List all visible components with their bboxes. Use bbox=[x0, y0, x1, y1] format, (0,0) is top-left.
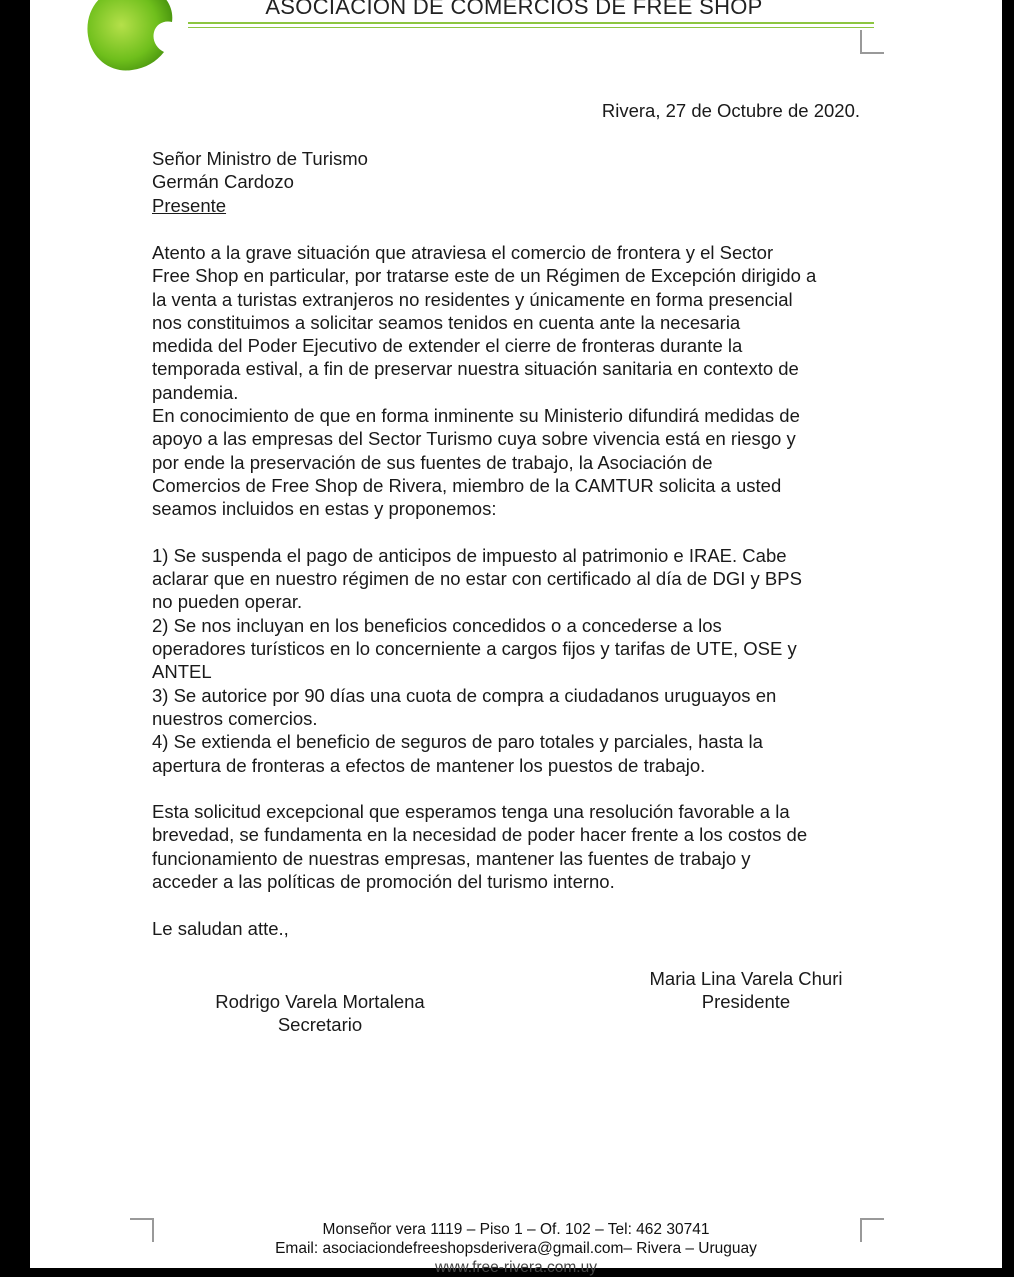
letter-body bbox=[152, 241, 872, 940]
footer bbox=[210, 1220, 822, 1276]
body-line: por ende la preservación de sus fuentes de trabajo, la Asociación de bbox=[152, 451, 713, 473]
signature-secretary bbox=[207, 990, 433, 1037]
crop-mark bbox=[860, 30, 884, 54]
proposal-line: 2) Se nos incluyan en los beneficios concedidos o a concederse a los bbox=[152, 614, 722, 636]
closing-line: Esta solicitud excepcional que esperamos tenga una resolución favorable a la bbox=[152, 801, 790, 823]
body-line: Free Shop en particular, por tratarse este de un Régimen de Excepción dirigido a bbox=[152, 265, 817, 287]
proposal-line: aclarar que en nuestro régimen de no estar con certificado al día de DGI y BPS bbox=[152, 568, 802, 590]
proposal-line: ANTEL bbox=[152, 661, 212, 683]
closing-line: funcionamiento de nuestras empresas, mantener las fuentes de trabajo y bbox=[152, 847, 751, 869]
addressee-block bbox=[152, 147, 368, 217]
apple-logo-icon bbox=[82, 0, 182, 73]
body-line: medida del Poder Ejecutivo de extender el cierre de fronteras durante la bbox=[152, 335, 743, 357]
footer-address: Monseñor vera 1119 – Piso 1 – Of. 102 – Tel: 462 30741 bbox=[322, 1221, 710, 1238]
body-line: Comercios de Free Shop de Rivera, miembro de la CAMTUR solicita a usted bbox=[152, 474, 782, 496]
letter-page bbox=[30, 0, 1002, 1276]
salutation: Le saludan atte., bbox=[152, 917, 289, 939]
footer-website: www.free-rivera.com.uy bbox=[435, 1259, 597, 1276]
addressee-title: Señor Ministro de Turismo bbox=[152, 148, 368, 169]
crop-mark bbox=[130, 1218, 154, 1242]
crop-mark bbox=[860, 1218, 884, 1242]
proposal-line: nuestros comercios. bbox=[152, 707, 318, 729]
footer-email: Email: asociaciondefreeshopsderivera@gmail.com– Rivera – Uruguay bbox=[275, 1240, 757, 1257]
organization-title: ASOCIACION DE COMERCIOS DE FREE SHOP bbox=[265, 0, 763, 19]
body-line: En conocimiento de que en forma inminente su Ministerio difundirá medidas de bbox=[152, 405, 800, 427]
body-line: seamos incluidos en estas y proponemos: bbox=[152, 498, 497, 520]
signature-name: Maria Lina Varela Churi bbox=[649, 968, 843, 989]
addressee-presente: Presente bbox=[152, 194, 227, 216]
body-line: nos constituimos a solicitar seamos tenidos en cuenta ante la necesaria bbox=[152, 311, 741, 333]
body-line: la venta a turistas extranjeros no residentes y únicamente en forma presencial bbox=[152, 288, 793, 310]
proposal-line: 4) Se extienda el beneficio de seguros de paro totales y parciales, hasta la bbox=[152, 731, 763, 753]
signature-name: Rodrigo Varela Mortalena bbox=[215, 991, 425, 1012]
signature-role: Secretario bbox=[277, 1014, 363, 1036]
signature-president bbox=[642, 967, 850, 1014]
proposal-line: operadores turísticos en lo concerniente a cargos fijos y tarifas de UTE, OSE y bbox=[152, 638, 797, 660]
body-line: pandemia. bbox=[152, 381, 239, 403]
proposal-line: apertura de fronteras a efectos de mantener los puestos de trabajo. bbox=[152, 754, 706, 776]
proposal-line: no pueden operar. bbox=[152, 591, 303, 613]
closing-line: acceder a las políticas de promoción del turismo interno. bbox=[152, 871, 615, 893]
addressee-name: Germán Cardozo bbox=[152, 171, 294, 193]
body-line: temporada estival, a fin de preservar nuestra situación sanitaria en contexto de bbox=[152, 358, 799, 380]
header-rule-thin bbox=[188, 27, 874, 28]
header-rule bbox=[188, 22, 874, 24]
proposal-line: 3) Se autorice por 90 días una cuota de compra a ciudadanos uruguayos en bbox=[152, 684, 777, 706]
proposal-line: 1) Se suspenda el pago de anticipos de impuesto al patrimonio e IRAE. Cabe bbox=[152, 544, 787, 566]
body-line: apoyo a las empresas del Sector Turismo cuya sobre vivencia está en riesgo y bbox=[152, 428, 796, 450]
letter-date: Rivera, 27 de Octubre de 2020. bbox=[601, 100, 860, 121]
body-line: Atento a la grave situación que atraviesa el comercio de frontera y el Sector bbox=[152, 242, 774, 263]
closing-line: brevedad, se fundamenta en la necesidad de poder hacer frente a los costos de bbox=[152, 824, 808, 846]
signature-role: Presidente bbox=[701, 991, 791, 1013]
